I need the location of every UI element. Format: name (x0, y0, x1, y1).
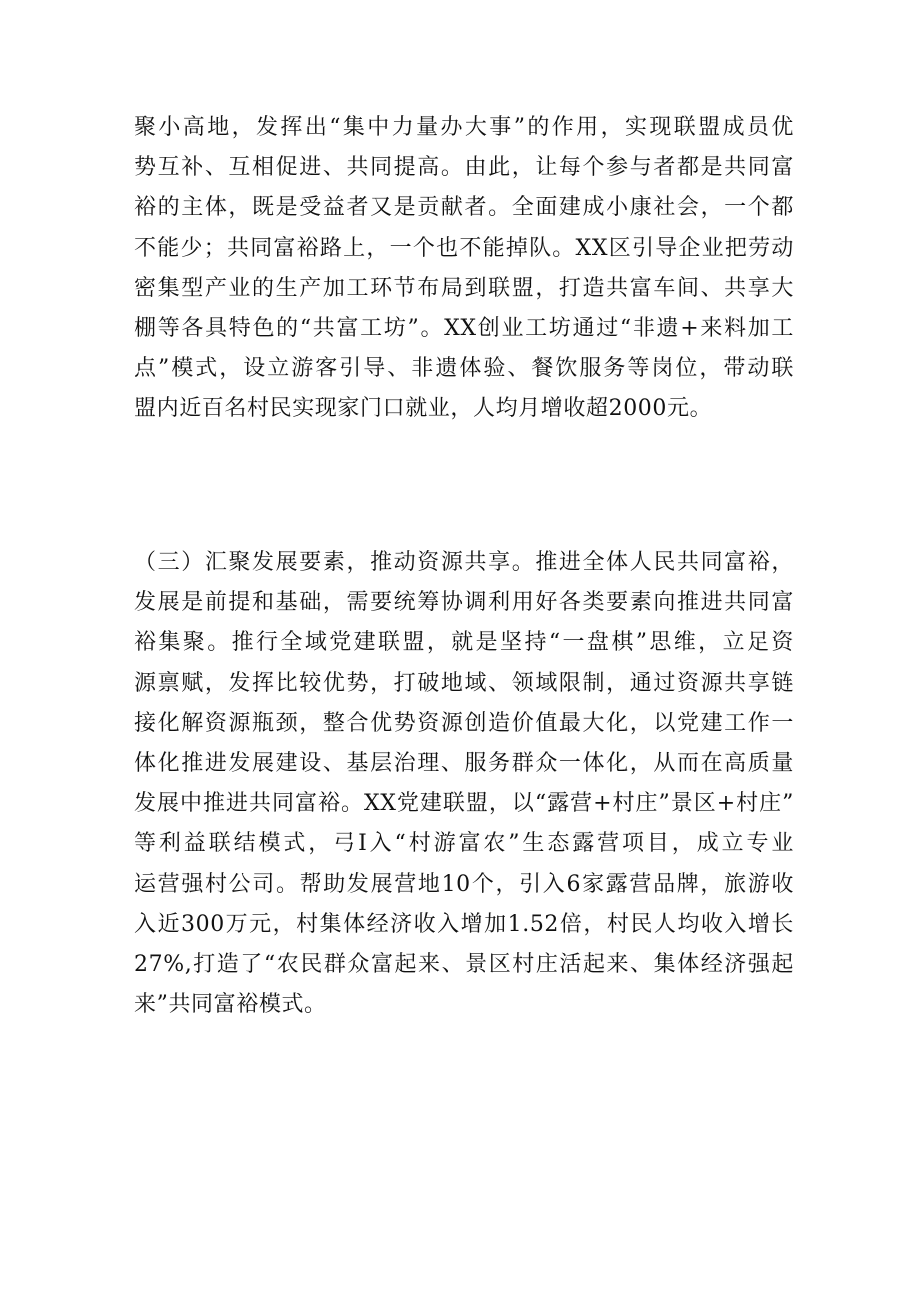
text-line: 棚等各具特色的“共富工坊”。XX创业工坊通过“非遗+来料加工 (134, 315, 794, 341)
text-line: 运营强村公司。帮助发展营地10个，引入6家露营品牌，旅游收 (134, 871, 794, 897)
paragraph-1 (134, 108, 794, 430)
text-line: 盟内近百名村民实现家门口就业，人均月增收超2000元。 (134, 396, 713, 422)
text-line: 点”模式，设立游客引导、非遗体验、餐饮服务等岗位，带动联 (134, 356, 794, 382)
text-line: 裕的主体，既是受益者又是贡献者。全面建成小康社会，一个都 (134, 195, 794, 221)
text-line: 发展中推进共同富裕。XX党建联盟，以“露营+村庄”景区+村庄” (134, 791, 794, 817)
text-line: 27%,打造了“农民群众富起来、景区村庄活起来、集体经济强起 (134, 951, 794, 977)
text-line: 发展是前提和基础，需要统筹协调利用好各类要素向推进共同富 (134, 590, 794, 616)
text-line: 等利益联结模式，弓I入“村游富农”生态露营项目，成立专业 (134, 831, 794, 857)
text-line: 不能少；共同富裕路上，一个也不能掉队。XX区引导企业把劳动 (134, 235, 794, 261)
text-line: 入近300万元，村集体经济收入增加1.52倍，村民人均收入增长 (134, 911, 794, 937)
text-line: 密集型产业的生产加工环节布局到联盟，打造共富车间、共享大 (134, 275, 794, 301)
text-line: 来”共同富裕模式。 (134, 992, 327, 1018)
text-line: （三）汇聚发展要素，推动资源共享。推进全体人民共同富裕， (134, 550, 794, 575)
text-line: 势互补、互相促进、共同提高。由此，让每个参与者都是共同富 (134, 155, 794, 181)
text-line: 聚小高地，发挥出“集中力量办大事”的作用，实现联盟成员优 (134, 115, 794, 140)
paragraph-2 (134, 543, 794, 1025)
text-line: 裕集聚。推行全域党建联盟，就是坚持“一盘棋”思维，立足资 (134, 630, 794, 656)
text-line: 接化解资源瓶颈，整合优势资源创造价值最大化，以党建工作一 (134, 710, 794, 736)
text-line: 源禀赋，发挥比较优势，打破地域、领域限制，通过资源共享链 (134, 670, 794, 696)
text-line: 体化推进发展建设、基层治理、服务群众一体化，从而在高质量 (134, 750, 794, 776)
